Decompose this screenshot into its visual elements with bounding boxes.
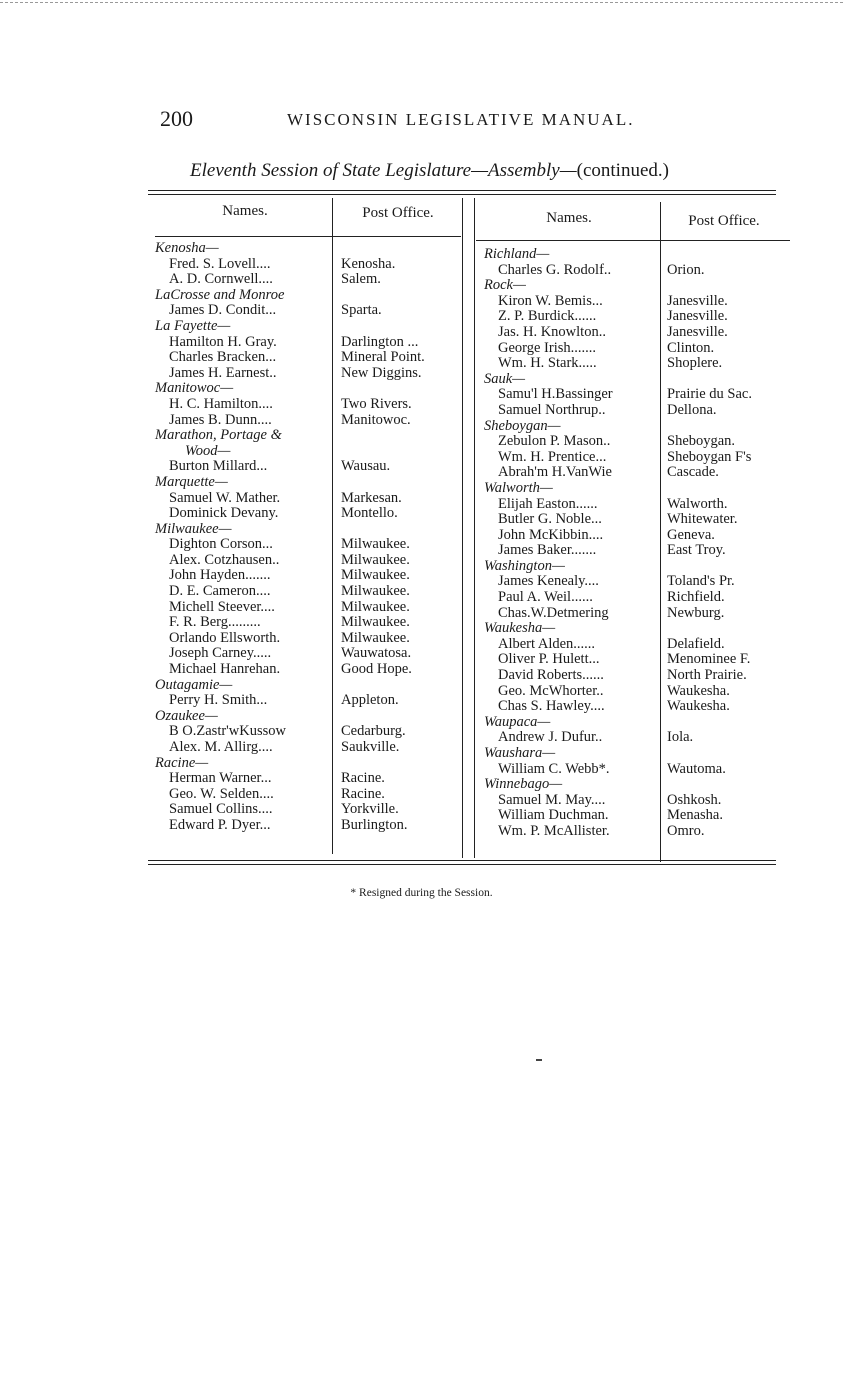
county-heading <box>484 278 794 294</box>
member-row <box>484 465 794 481</box>
member-name: Wm. H. Stark..... <box>498 355 597 372</box>
post-office: Menasha. <box>667 807 723 824</box>
county-name: Waushara— <box>484 745 556 761</box>
right-names-header: Names. <box>546 210 592 226</box>
member-name: John McKibbin.... <box>498 526 604 543</box>
member-name: Samuel W. Mather. <box>169 489 281 506</box>
member-row <box>155 631 465 647</box>
member-name: Zebulon P. Mason.. <box>498 433 611 450</box>
county-name: Outagamie— <box>155 676 233 693</box>
county-heading <box>155 319 465 335</box>
post-office: Waukesha. <box>667 682 730 699</box>
county-heading <box>484 247 794 263</box>
member-row <box>484 512 794 528</box>
post-office: Orion. <box>667 261 705 278</box>
member-name: A. D. Cornwell.... <box>169 271 273 288</box>
member-name: James H. Earnest.. <box>169 364 277 381</box>
member-row <box>484 309 794 325</box>
right-member-list <box>484 247 794 840</box>
member-row <box>155 335 465 351</box>
post-office: Markesan. <box>341 489 402 506</box>
subtitle-continued: (continued.) <box>576 160 669 181</box>
member-row <box>155 366 465 382</box>
member-name: D. E. Cameron.... <box>169 583 271 600</box>
member-row <box>155 303 465 319</box>
member-row <box>155 802 465 818</box>
county-name: Sauk— <box>484 370 526 387</box>
member-row <box>155 787 465 803</box>
county-heading <box>484 419 794 435</box>
member-name: Herman Warner... <box>169 770 272 787</box>
post-office: Wauwatosa. <box>341 645 412 662</box>
member-name: Alex. Cotzhausen.. <box>169 551 280 568</box>
post-office: Janesville. <box>667 308 728 325</box>
member-name: Geo. W. Selden.... <box>169 785 274 802</box>
county-name: Richland— <box>484 246 550 262</box>
post-office: Montello. <box>341 505 398 522</box>
member-name: Hamilton H. Gray. <box>169 333 277 350</box>
member-row <box>484 294 794 310</box>
page-top-rule <box>0 2 843 3</box>
footnote: * Resigned during the Session. <box>350 887 493 899</box>
member-row <box>484 263 794 279</box>
post-office: Milwaukee. <box>341 583 410 600</box>
member-name: James Baker....... <box>498 542 597 559</box>
member-name: George Irish....... <box>498 339 596 356</box>
left-post-office-header: Post Office. <box>362 205 434 221</box>
table-bottom-rule-2 <box>148 864 776 865</box>
member-name: Samu'l H.Bassinger <box>498 386 613 403</box>
member-row <box>155 615 465 631</box>
county-name: Marathon, Portage & <box>155 427 282 444</box>
post-office: Menominee F. <box>667 651 751 668</box>
post-office: Manitowoc. <box>341 411 411 428</box>
page-number: 200 <box>160 106 193 131</box>
member-row <box>484 652 794 668</box>
page-header <box>160 106 680 134</box>
left-member-list <box>155 241 465 834</box>
member-row <box>155 537 465 553</box>
county-name: Winnebago— <box>484 776 563 793</box>
post-office: Newburg. <box>667 604 725 621</box>
county-name: Wood— <box>185 442 231 459</box>
member-name: Samuel Collins.... <box>169 801 273 818</box>
member-row <box>484 637 794 653</box>
county-heading <box>155 522 465 538</box>
member-name: Jas. H. Knowlton.. <box>498 323 606 340</box>
member-name: Geo. McWhorter.. <box>498 682 604 699</box>
member-row <box>484 341 794 357</box>
member-row <box>155 491 465 507</box>
post-office: Burlington. <box>341 816 408 833</box>
member-row <box>484 824 794 840</box>
member-name: Chas S. Hawley.... <box>498 698 605 715</box>
post-office: Cascade. <box>667 464 719 481</box>
county-heading <box>484 372 794 388</box>
member-row <box>484 528 794 544</box>
member-row <box>155 600 465 616</box>
table-subtitle <box>190 160 790 182</box>
member-name: Oliver P. Hulett... <box>498 651 600 668</box>
county-heading <box>155 288 465 304</box>
right-post-office-header: Post Office. <box>688 213 760 229</box>
member-name: James Kenealy.... <box>498 573 599 590</box>
member-name: Wm. P. McAllister. <box>498 822 610 839</box>
post-office: Good Hope. <box>341 661 412 678</box>
post-office: Sparta. <box>341 302 382 319</box>
post-office: Janesville. <box>667 323 728 340</box>
member-row <box>484 497 794 513</box>
member-name: Edward P. Dyer... <box>169 816 271 833</box>
post-office: Two Rivers. <box>341 395 412 412</box>
post-office: Toland's Pr. <box>667 573 735 590</box>
member-row <box>155 818 465 834</box>
post-office: Whitewater. <box>667 511 738 528</box>
member-row <box>484 356 794 372</box>
county-name: Sheboygan— <box>484 417 561 434</box>
right-header-rule <box>476 240 790 241</box>
county-heading <box>155 428 465 444</box>
member-row <box>155 646 465 662</box>
county-heading <box>155 678 465 694</box>
member-name: Kiron W. Bemis... <box>498 292 603 309</box>
post-office: Geneva. <box>667 526 715 543</box>
member-name: Burton Millard... <box>169 458 268 475</box>
member-name: Joseph Carney..... <box>169 645 272 662</box>
member-name: F. R. Berg......... <box>169 614 261 631</box>
county-name: La Fayette— <box>155 317 231 334</box>
member-row <box>155 740 465 756</box>
member-row <box>155 272 465 288</box>
table-top-rule <box>148 190 776 191</box>
county-heading <box>484 777 794 793</box>
table-bottom-rule <box>148 860 776 861</box>
county-name: LaCrosse and Monroe <box>155 286 285 303</box>
member-row <box>155 662 465 678</box>
post-office: North Prairie. <box>667 667 747 684</box>
member-name: Charles Bracken... <box>169 349 277 366</box>
member-row <box>484 808 794 824</box>
member-name: Dominick Devany. <box>169 505 279 522</box>
member-name: Michell Steever.... <box>169 598 275 615</box>
county-heading <box>155 756 465 772</box>
member-name: B O.Zastr'wKussow <box>169 723 286 740</box>
member-name: William C. Webb*. <box>498 760 610 777</box>
member-row <box>484 699 794 715</box>
member-row <box>484 668 794 684</box>
post-office: Yorkville. <box>341 801 399 818</box>
left-names-header: Names. <box>222 203 268 219</box>
post-office: Delafield. <box>667 635 725 652</box>
left-header-rule <box>155 236 461 237</box>
member-name: Alex. M. Allirg.... <box>169 739 273 755</box>
member-row <box>155 724 465 740</box>
post-office: Shoplere. <box>667 355 723 372</box>
post-office: Richfield. <box>667 589 725 606</box>
member-name: Wm. H. Prentice... <box>498 448 607 465</box>
member-row <box>155 459 465 475</box>
member-row <box>155 506 465 522</box>
county-name: Milwaukee— <box>155 520 232 537</box>
member-row <box>484 590 794 606</box>
county-heading <box>155 381 465 397</box>
member-row <box>484 762 794 778</box>
post-office: Waukesha. <box>667 698 730 715</box>
member-row <box>484 574 794 590</box>
member-name: Dighton Corson... <box>169 536 273 553</box>
county-name: Manitowoc— <box>155 380 234 397</box>
county-heading <box>484 481 794 497</box>
county-name: Marquette— <box>155 473 228 490</box>
post-office: Salem. <box>341 271 381 288</box>
county-heading <box>484 746 794 762</box>
post-office: Saukville. <box>341 739 400 755</box>
county-heading <box>484 559 794 575</box>
post-office: Milwaukee. <box>341 551 410 568</box>
county-heading <box>155 444 465 460</box>
post-office: Milwaukee. <box>341 614 410 631</box>
post-office: Milwaukee. <box>341 598 410 615</box>
member-row <box>484 403 794 419</box>
member-name: Butler G. Noble... <box>498 511 602 528</box>
member-name: Chas.W.Detmering <box>498 604 609 621</box>
member-row <box>484 793 794 809</box>
print-speck <box>536 1059 542 1061</box>
county-heading <box>484 621 794 637</box>
member-name: Orlando Ellsworth. <box>169 629 281 646</box>
member-name: Michael Hanrehan. <box>169 661 281 678</box>
post-office: Iola. <box>667 729 694 746</box>
member-row <box>484 450 794 466</box>
member-name: H. C. Hamilton.... <box>169 395 273 412</box>
post-office: Clinton. <box>667 339 715 356</box>
post-office: Sheboygan. <box>667 433 736 450</box>
post-office: East Troy. <box>667 542 726 559</box>
member-name: James B. Dunn.... <box>169 411 272 428</box>
post-office: Milwaukee. <box>341 567 410 584</box>
county-name: Kenosha— <box>155 240 219 256</box>
member-row <box>155 771 465 787</box>
member-row <box>155 568 465 584</box>
member-name: Samuel M. May.... <box>498 791 606 808</box>
center-divider-b <box>474 198 475 858</box>
member-name: Z. P. Burdick...... <box>498 308 597 325</box>
county-name: Racine— <box>155 754 209 771</box>
county-heading <box>155 241 465 257</box>
county-heading <box>155 709 465 725</box>
post-office: Racine. <box>341 770 385 787</box>
subtitle-text: Eleventh Session of State Legislature—Assembly— <box>190 160 577 181</box>
member-name: Albert Alden...... <box>498 635 596 652</box>
member-name: John Hayden....... <box>169 567 271 584</box>
post-office: Sheboygan F's <box>667 448 752 465</box>
member-row <box>155 584 465 600</box>
member-name: Andrew J. Dufur.. <box>498 729 603 746</box>
member-name: Charles G. Rodolf.. <box>498 261 612 278</box>
post-office: Kenosha. <box>341 255 396 272</box>
post-office: Wautoma. <box>667 760 726 777</box>
post-office: Omro. <box>667 822 705 839</box>
post-office: Wausau. <box>341 458 391 475</box>
post-office: Dellona. <box>667 401 717 418</box>
post-office: Mineral Point. <box>341 349 425 366</box>
member-row <box>484 387 794 403</box>
post-office: Cedarburg. <box>341 723 406 740</box>
county-name: Rock— <box>484 277 526 294</box>
member-row <box>155 413 465 429</box>
member-row <box>484 434 794 450</box>
member-row <box>484 730 794 746</box>
member-name: Perry H. Smith... <box>169 692 268 709</box>
post-office: Darlington ... <box>341 333 419 350</box>
post-office: Walworth. <box>667 495 728 512</box>
post-office: Prairie du Sac. <box>667 386 752 403</box>
member-row <box>155 350 465 366</box>
member-row <box>155 693 465 709</box>
member-row <box>484 543 794 559</box>
running-title: WISCONSIN LEGISLATIVE MANUAL. <box>287 110 635 129</box>
member-name: James D. Condit... <box>169 302 277 319</box>
member-name: David Roberts...... <box>498 667 604 684</box>
post-office: Appleton. <box>341 692 399 709</box>
post-office: Oshkosh. <box>667 791 722 808</box>
member-name: Abrah'm H.VanWie <box>498 464 612 481</box>
post-office: Janesville. <box>667 292 728 309</box>
member-row <box>155 257 465 273</box>
member-row <box>155 397 465 413</box>
post-office: New Diggins. <box>341 364 422 381</box>
county-name: Waukesha— <box>484 620 556 637</box>
county-name: Washington— <box>484 557 565 574</box>
member-name: Fred. S. Lovell.... <box>169 255 271 272</box>
member-row <box>484 684 794 700</box>
county-name: Waupaca— <box>484 713 551 730</box>
county-name: Ozaukee— <box>155 707 218 724</box>
county-heading <box>155 475 465 491</box>
member-name: Elijah Easton...... <box>498 495 598 512</box>
post-office: Milwaukee. <box>341 629 410 646</box>
member-row <box>155 553 465 569</box>
member-name: William Duchman. <box>498 807 609 824</box>
county-heading <box>484 715 794 731</box>
table-top-rule-2 <box>148 194 776 195</box>
county-name: Walworth— <box>484 479 553 496</box>
post-office: Milwaukee. <box>341 536 410 553</box>
post-office: Racine. <box>341 785 385 802</box>
member-name: Paul A. Weil...... <box>498 589 593 606</box>
member-name: Samuel Northrup.. <box>498 401 606 418</box>
member-row <box>484 606 794 622</box>
member-row <box>484 325 794 341</box>
